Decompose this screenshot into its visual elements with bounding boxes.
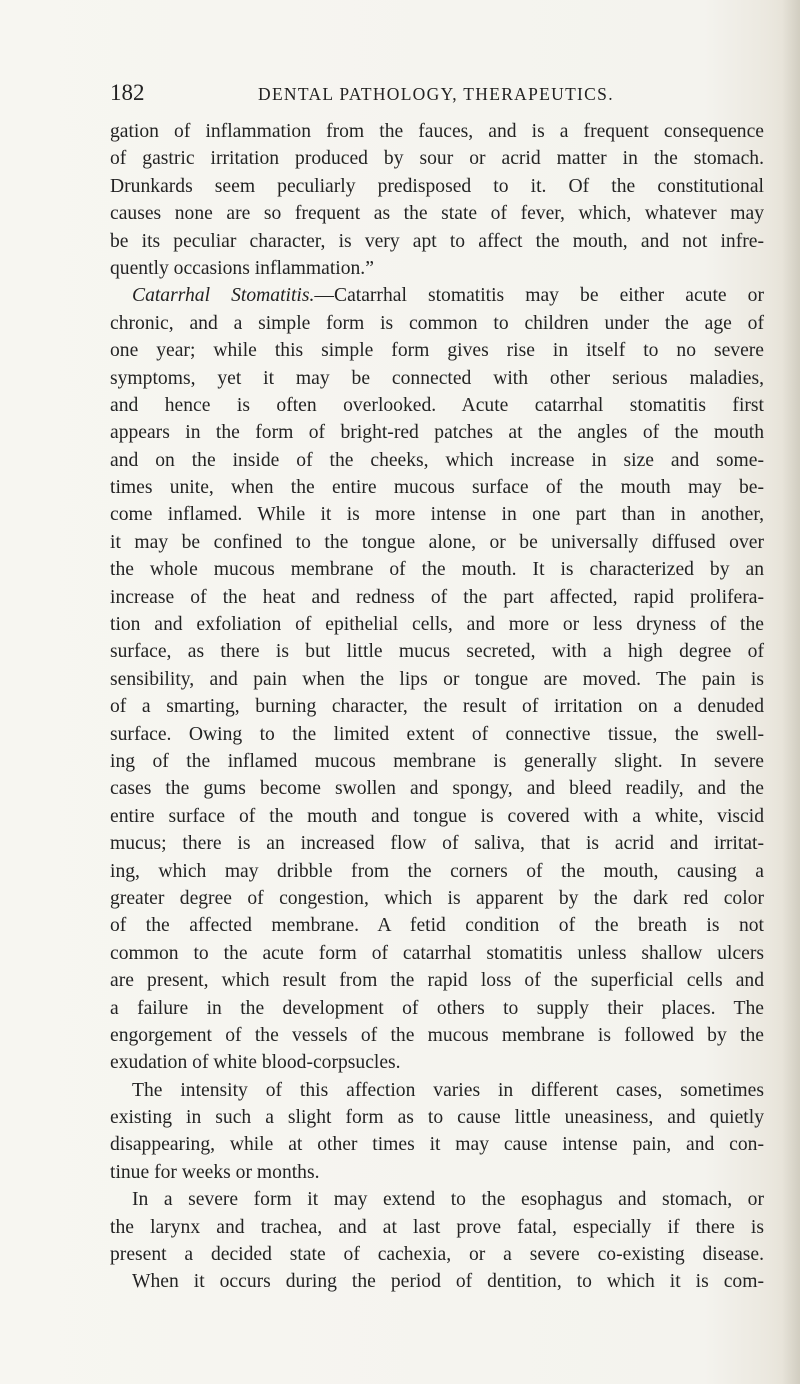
text-line: ing of the inflamed mucous membrane is generally slight. In severe <box>110 750 764 772</box>
text-line: the whole mucous membrane of the mouth. It is characterized by an <box>110 559 764 581</box>
text-line: surface. Owing to the limited extent of connective tissue, the swell- <box>110 723 764 745</box>
section-heading: Catarrhal Stomatitis. <box>132 285 315 307</box>
text-line: come inflamed. While it is more intense in one part than in another, <box>110 504 764 526</box>
text-line: and hence is often overlooked. Acute catarrhal stomatitis first <box>110 394 764 416</box>
text-line: In a severe form it may extend to the esophagus and stomach, or <box>132 1189 764 1211</box>
text-line: tion and exfoliation of epithelial cells, and more or less dryness of the <box>110 614 764 636</box>
text-line: —Catarrhal stomatitis may be either acute or <box>314 285 764 307</box>
text-line: Drunkards seem peculiarly predisposed to it. Of the constitutional <box>110 175 764 197</box>
text-line: of the affected membrane. A fetid condition of the breath is not <box>110 915 764 937</box>
text-line: of gastric irritation produced by sour or acrid matter in the stomach. <box>110 148 764 170</box>
text-line: tinue for weeks or months. <box>110 1161 320 1183</box>
page-header <box>110 80 760 110</box>
text-line: sensibility, and pain when the lips or tongue are moved. The pain is <box>110 668 764 690</box>
text-line: The intensity of this affection varies in different cases, sometimes <box>132 1079 764 1101</box>
text-line: engorgement of the vessels of the mucous membrane is followed by the <box>110 1024 764 1046</box>
text-line: mucus; there is an increased flow of saliva, that is acrid and irritat- <box>110 833 764 855</box>
text-line: and on the inside of the cheeks, which increase in size and some- <box>110 449 764 471</box>
text-line: cases the gums become swollen and spongy, and bleed readily, and the <box>110 778 764 800</box>
text-line: disappearing, while at other times it may cause intense pain, and con- <box>110 1134 764 1156</box>
text-line: present a decided state of cachexia, or a severe co-existing disease. <box>110 1244 764 1266</box>
text-line: increase of the heat and redness of the part affected, rapid prolifera- <box>110 586 764 608</box>
text-line: of a smarting, burning character, the result of irritation on a denuded <box>110 696 764 718</box>
text-line: causes none are so frequent as the state of fever, which, whatever may <box>110 203 764 225</box>
text-line: gation of inflammation from the fauces, and is a frequent consequence <box>110 121 764 142</box>
text-line: existing in such a slight form as to cause little uneasiness, and quietly <box>110 1107 764 1129</box>
text-line: greater degree of congestion, which is apparent by the dark red color <box>110 887 764 909</box>
text-line: be its peculiar character, is very apt to affect the mouth, and not infre- <box>110 230 764 252</box>
text-line: common to the acute form of catarrhal stomatitis unless shallow ulcers <box>110 942 764 964</box>
text-line: appears in the form of bright-red patches at the angles of the mouth <box>110 422 764 444</box>
text-line: exudation of white blood-corpsucles. <box>110 1052 401 1074</box>
text-line: entire surface of the mouth and tongue is covered with a white, viscid <box>110 805 764 827</box>
text-line: the larynx and trachea, and at last prove fatal, especially if there is <box>110 1216 764 1238</box>
text-line: quently occasions inflammation.” <box>110 257 374 279</box>
text-line: symptoms, yet it may be connected with other serious maladies, <box>110 367 764 389</box>
page-number: 182 <box>110 80 145 105</box>
text-line: a failure in the development of others to supply their places. The <box>110 997 764 1019</box>
text-line: surface, as there is but little mucus secreted, with a high degree of <box>110 641 764 663</box>
running-head: DENTAL PATHOLOGY, THERAPEUTICS. <box>258 84 614 104</box>
text-line: chronic, and a simple form is common to children under the age of <box>110 312 764 334</box>
text-line: it may be confined to the tongue alone, or be universally diffused over <box>110 531 764 553</box>
text-line: times unite, when the entire mucous surface of the mouth may be- <box>110 477 764 499</box>
body-text <box>110 118 764 1296</box>
section-heading-line <box>110 282 764 309</box>
text-line: are present, which result from the rapid loss of the superficial cells and <box>110 970 764 992</box>
text-line: one year; while this simple form gives rise in itself to no severe <box>110 340 764 362</box>
text-line: ing, which may dribble from the corners of the mouth, causing a <box>110 860 764 882</box>
page-edge-shadow <box>782 0 800 1384</box>
text-line: When it occurs during the period of dentition, to which it is com- <box>132 1271 764 1293</box>
